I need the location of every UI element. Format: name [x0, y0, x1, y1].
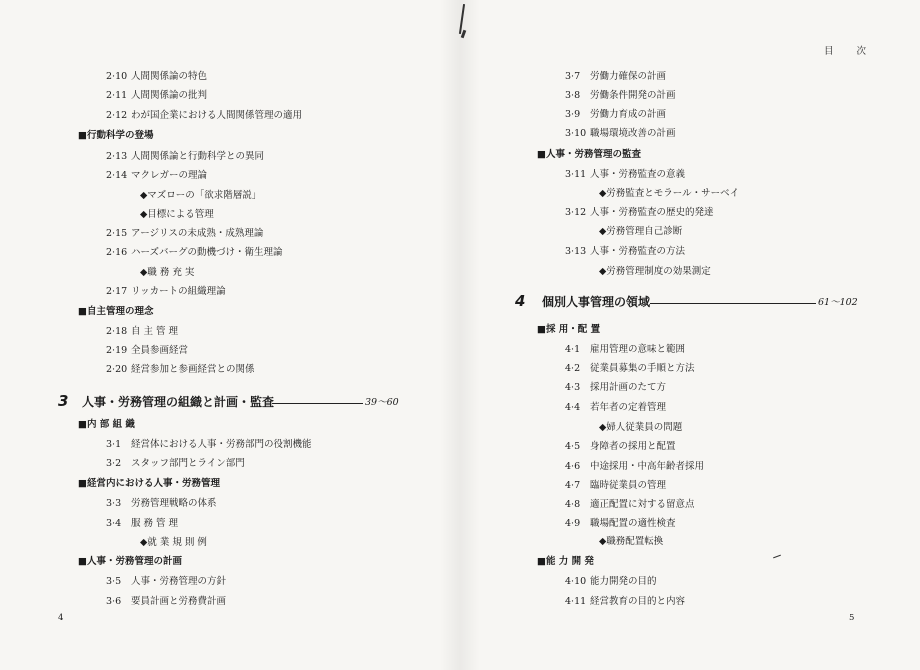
item-title: 人事・労務監査の歴史的発達	[590, 207, 714, 218]
toc-item	[106, 171, 207, 181]
toc-subitem: ◆目標による管理	[140, 209, 214, 220]
item-title: 経営教育の目的と内容	[590, 596, 686, 607]
toc-item	[565, 345, 685, 355]
toc-item	[565, 91, 676, 101]
toc-item	[565, 442, 676, 452]
right-page	[460, 0, 920, 670]
item-title: マクレガーの理論	[131, 170, 208, 181]
item-number: 4·7	[565, 480, 581, 491]
item-number: 2·16	[106, 247, 128, 258]
item-title: 身障者の採用と配置	[590, 441, 676, 452]
item-number: 4·3	[565, 382, 581, 393]
item-title: 臨時従業員の管理	[590, 480, 667, 491]
chapter-number: 4	[515, 292, 526, 310]
toc-item	[565, 462, 704, 472]
toc-item	[565, 208, 714, 218]
item-number: 4·5	[565, 441, 581, 452]
toc-subitem: ◆マズローの「欲求階層説」	[140, 190, 262, 201]
item-title: 従業員募集の手順と方法	[590, 363, 695, 374]
toc-item	[565, 247, 685, 257]
toc-item	[565, 72, 666, 82]
toc-item	[106, 346, 188, 356]
item-title: 要員計画と労務費計画	[131, 596, 227, 607]
item-number: 2·15	[106, 228, 128, 239]
toc-item	[106, 597, 226, 607]
item-title: 若年者の定着管理	[590, 402, 667, 413]
item-title: ハーズバーグの動機づけ・衛生理論	[131, 247, 283, 258]
toc-item	[106, 499, 217, 509]
item-number: 4·9	[565, 518, 581, 529]
section-heading: ■内 部 組 織	[78, 419, 135, 430]
item-number: 4·2	[565, 363, 581, 374]
toc-item	[106, 111, 302, 121]
toc-item	[106, 327, 178, 337]
item-number: 3·12	[565, 207, 587, 218]
toc-subitem: ◆就 業 規 則 例	[140, 537, 207, 548]
page-number: 4	[58, 613, 64, 623]
page-gutter	[440, 0, 480, 670]
item-number: 3·6	[106, 596, 122, 607]
item-number: 4·10	[565, 576, 587, 587]
item-number: 2·19	[106, 345, 128, 356]
toc-item	[565, 129, 676, 139]
toc-item	[565, 481, 666, 491]
item-number: 4·1	[565, 344, 581, 355]
item-title: 採用計画のたて方	[590, 382, 667, 393]
item-number: 4·8	[565, 499, 581, 510]
toc-item	[565, 597, 685, 607]
item-number: 3·11	[565, 169, 587, 180]
toc-item	[106, 72, 207, 82]
chapter-page-range: 39～60	[365, 397, 399, 408]
item-number: 2·12	[106, 110, 128, 121]
toc-subitem: ◆労務管理自己診断	[599, 226, 683, 237]
item-title: スタッフ部門とライン部門	[131, 458, 245, 469]
section-heading: ■採 用・配 置	[537, 324, 601, 335]
item-number: 2·13	[106, 151, 128, 162]
item-title: 労務管理戦略の体系	[131, 498, 217, 509]
item-title: 労働力確保の計画	[590, 71, 667, 82]
toc-item	[106, 365, 255, 375]
toc-item	[565, 403, 666, 413]
toc-item	[106, 459, 245, 469]
item-number: 2·17	[106, 286, 128, 297]
item-title: 経営体における人事・労務部門の役割機能	[131, 439, 312, 450]
toc-item	[565, 500, 695, 510]
toc-item	[565, 519, 676, 529]
section-heading: ■人事・労務管理の計画	[78, 556, 182, 567]
item-number: 3·9	[565, 109, 581, 120]
item-title: 人事・労務監査の方法	[590, 246, 686, 257]
toc-subitem: ◆労務管理制度の効果測定	[599, 266, 711, 277]
item-number: 2·18	[106, 326, 128, 337]
toc-item	[565, 170, 685, 180]
item-number: 3·3	[106, 498, 122, 509]
page-number: 5	[849, 613, 855, 623]
chapter-title: 個別人事管理の領域	[542, 295, 651, 309]
item-number: 3·4	[106, 518, 122, 529]
toc-item	[106, 229, 263, 239]
item-number: 2·14	[106, 170, 128, 181]
item-title: 労働力育成の計画	[590, 109, 667, 120]
item-title: 職場環境改善の計画	[590, 128, 676, 139]
toc-item	[565, 383, 666, 393]
item-title: 服 務 管 理	[131, 518, 179, 529]
item-number: 3·7	[565, 71, 581, 82]
item-title: 人間関係論の批判	[131, 90, 208, 101]
section-heading: ■人事・労務管理の監査	[537, 149, 641, 160]
running-header: 目 次	[824, 46, 877, 57]
leader-line	[650, 303, 816, 304]
toc-item	[106, 519, 178, 529]
item-title: 人事・労務管理の方針	[131, 576, 227, 587]
item-title: 適正配置に対する留意点	[590, 499, 695, 510]
item-title: 人間関係論と行動科学との異同	[131, 151, 265, 162]
item-number: 2·10	[106, 71, 128, 82]
item-title: リッカートの組織理論	[131, 286, 226, 297]
item-number: 2·20	[106, 364, 128, 375]
item-number: 3·5	[106, 576, 122, 587]
toc-item	[565, 577, 657, 587]
item-title: わが国企業における人間関係管理の適用	[131, 110, 303, 121]
toc-item	[106, 440, 312, 450]
toc-subitem: ◆労務監査とモラール・サーベイ	[599, 188, 740, 199]
item-number: 4·11	[565, 596, 587, 607]
item-number: 3·13	[565, 246, 587, 257]
item-title: 経営参加と参画経営との関係	[131, 364, 255, 375]
item-number: 3·8	[565, 90, 581, 101]
toc-item	[106, 91, 207, 101]
toc-item	[106, 577, 226, 587]
item-title: 人間関係論の特色	[131, 71, 208, 82]
chapter-number: 3	[58, 392, 69, 410]
toc-item	[565, 110, 666, 120]
item-title: アージリスの未成熟・成熟理論	[131, 228, 264, 239]
item-title: 労働条件開発の計画	[590, 90, 676, 101]
toc-item	[565, 364, 695, 374]
item-title: 人事・労務監査の意義	[590, 169, 686, 180]
item-number: 3·10	[565, 128, 587, 139]
toc-item	[106, 287, 226, 297]
item-number: 4·6	[565, 461, 581, 472]
section-heading: ■経営内における人事・労務管理	[78, 478, 220, 489]
item-title: 職場配置の適性検査	[590, 518, 676, 529]
section-heading: ■行動科学の登場	[78, 130, 154, 141]
toc-subitem: ◆婦人従業員の問題	[599, 422, 683, 433]
item-title: 全員参画経営	[131, 345, 189, 356]
section-heading: ■能 力 開 発	[537, 556, 594, 567]
item-number: 2·11	[106, 90, 128, 101]
item-number: 3·1	[106, 439, 122, 450]
item-number: 4·4	[565, 402, 581, 413]
item-title: 能力開発の目的	[590, 576, 657, 587]
toc-subitem: ◆職 務 充 実	[140, 267, 195, 278]
chapter-title: 人事・労務管理の組織と計画・監査	[82, 395, 275, 409]
item-title: 中途採用・中高年齢者採用	[590, 461, 705, 472]
leader-line	[272, 403, 363, 404]
toc-item	[106, 152, 264, 162]
item-number: 3·2	[106, 458, 122, 469]
section-heading: ■自主管理の理念	[78, 306, 154, 317]
chapter-page-range: 61～102	[818, 297, 858, 308]
item-title: 雇用管理の意味と範囲	[590, 344, 686, 355]
toc-subitem: ◆職務配置転換	[599, 536, 664, 547]
item-title: 自 主 管 理	[131, 326, 179, 337]
toc-item	[106, 248, 283, 258]
